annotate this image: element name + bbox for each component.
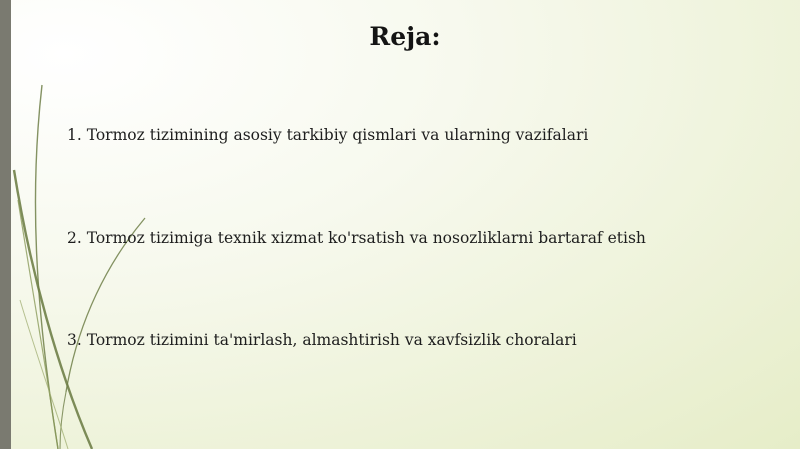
- slide-title: Reja:: [369, 22, 441, 51]
- agenda-item-1: 1. Tormoz tizimining asosiy tarkibiy qismlari va ularning vazifalari: [67, 126, 589, 144]
- agenda-item-3: 3. Tormoz tizimini ta'mirlash, almashtirish va xavfsizlik choralari: [67, 331, 577, 349]
- grass-stem-decoration: [0, 0, 200, 449]
- agenda-item-2: 2. Tormoz tizimiga texnik xizmat ko'rsatish va nosozliklarni bartaraf etish: [67, 229, 646, 247]
